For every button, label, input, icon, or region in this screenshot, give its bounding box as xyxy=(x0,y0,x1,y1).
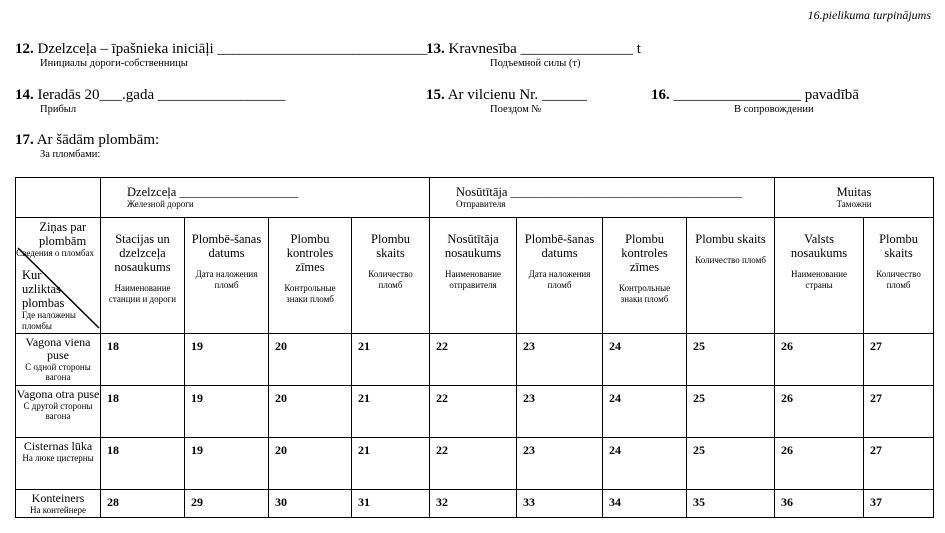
row-header-sub: С другой стороны вагона xyxy=(23,401,93,421)
table-cell[interactable] xyxy=(864,386,934,438)
cell-number: 22 xyxy=(436,391,449,405)
col-header-8 xyxy=(687,218,775,334)
table-cell[interactable] xyxy=(775,490,864,518)
table-cell[interactable] xyxy=(185,334,269,386)
col-header-10 xyxy=(864,218,934,334)
table-cell[interactable] xyxy=(687,490,775,518)
group-customs-sub: Таможни xyxy=(836,199,872,209)
cell-number: 19 xyxy=(191,391,203,405)
corner-top-sub: Сведения о пломбах xyxy=(16,248,94,258)
col-header-10-sub: Количество пломб xyxy=(876,269,921,290)
table-cell[interactable] xyxy=(269,490,352,518)
cell-number: 19 xyxy=(191,339,203,353)
table-cell[interactable] xyxy=(269,386,352,438)
field-13-sub: Подъемной силы (т) xyxy=(490,58,581,69)
row-header xyxy=(16,490,101,518)
table-cell[interactable] xyxy=(864,438,934,490)
corner-bottom-label: Kur uzliktas plombas xyxy=(22,268,65,310)
field-17-sub: За пломбами: xyxy=(40,149,101,160)
cell-number: 22 xyxy=(436,443,449,457)
seals-table xyxy=(15,177,934,518)
cell-number: 26 xyxy=(781,391,794,405)
group-railway-label: Dzelzceļa ___________________ xyxy=(127,185,299,199)
field-13 xyxy=(426,41,641,58)
row-header xyxy=(16,386,101,438)
group-sender xyxy=(430,178,775,218)
table-cell[interactable] xyxy=(101,438,185,490)
table-cell[interactable] xyxy=(775,386,864,438)
cell-number: 23 xyxy=(523,339,536,353)
cell-number: 27 xyxy=(870,443,883,457)
table-cell[interactable] xyxy=(517,334,603,386)
row-header-label: Cisternas lūka xyxy=(23,439,93,453)
col-header-3-sub: Контрольные знаки пломб xyxy=(284,283,336,304)
field-12 xyxy=(15,41,427,58)
cell-number: 21 xyxy=(358,443,370,457)
col-header-6 xyxy=(517,218,603,334)
field-12-sub: Инициалы дороги-собственницы xyxy=(40,58,188,69)
table-cell[interactable] xyxy=(864,490,934,518)
cell-number: 23 xyxy=(523,391,536,405)
field-12-number: 12. xyxy=(15,41,34,57)
field-17-label: Ar šādām plombām: xyxy=(36,132,160,148)
table-cell[interactable] xyxy=(517,386,603,438)
field-12-label: Dzelzceļa – īpašnieka iniciāļi ____________________________ xyxy=(37,41,428,57)
row-header-sub: На контейнере xyxy=(29,505,87,515)
field-14-label: Ieradās 20___.gada _________________ xyxy=(37,87,286,103)
col-header-5-sub: Наименование отправителя xyxy=(444,269,502,290)
cell-number: 28 xyxy=(107,495,119,509)
cell-number: 18 xyxy=(107,339,119,353)
row-header-sub: На люке цистерны xyxy=(22,453,94,463)
table-cell[interactable] xyxy=(687,334,775,386)
col-header-7-sub: Контрольные знаки пломб xyxy=(618,283,671,304)
table-cell[interactable] xyxy=(775,334,864,386)
row-header-label: Vagona viena puse xyxy=(25,335,91,362)
col-header-2 xyxy=(185,218,269,334)
table-row xyxy=(16,386,934,438)
table-cell[interactable] xyxy=(101,386,185,438)
table-cell[interactable] xyxy=(101,334,185,386)
cell-number: 20 xyxy=(275,391,287,405)
table-cell[interactable] xyxy=(352,490,430,518)
cell-number: 26 xyxy=(781,443,794,457)
table-cell[interactable] xyxy=(185,438,269,490)
cell-number: 20 xyxy=(275,443,287,457)
col-header-6-label: Plombē-šanas datums xyxy=(524,232,595,260)
col-header-1 xyxy=(101,218,185,334)
table-cell[interactable] xyxy=(603,334,687,386)
table-cell[interactable] xyxy=(603,438,687,490)
corner-blank xyxy=(16,178,101,218)
corner-cell xyxy=(16,218,101,334)
cell-number: 35 xyxy=(693,495,706,509)
corner-bottom-sub: Где наложены пломбы xyxy=(22,310,76,331)
row-header-label: Konteiners xyxy=(31,491,85,505)
table-cell[interactable] xyxy=(430,386,517,438)
group-sender-label: Nosūtītāja _____________________________________ xyxy=(456,185,742,199)
field-16-label: _________________ pavadībā xyxy=(673,87,859,103)
col-header-9-sub: Наименование страны xyxy=(790,269,848,290)
col-header-5 xyxy=(430,218,517,334)
col-header-4 xyxy=(352,218,430,334)
cell-number: 24 xyxy=(609,339,622,353)
corner-bottom xyxy=(22,268,96,332)
table-cell[interactable] xyxy=(430,490,517,518)
table-cell[interactable] xyxy=(352,334,430,386)
col-header-2-label: Plombē-šanas datums xyxy=(191,232,262,260)
table-cell[interactable] xyxy=(352,438,430,490)
field-16-sub: В сопровождении xyxy=(734,104,814,115)
table-row xyxy=(16,490,934,518)
field-15-label: Ar vilcienu Nr. ______ xyxy=(447,87,587,103)
cell-number: 26 xyxy=(781,339,794,353)
table-cell[interactable] xyxy=(352,386,430,438)
row-header xyxy=(16,334,101,386)
col-header-3-label: Plombu kontroles zīmes xyxy=(286,232,334,274)
col-header-4-sub: Количество пломб xyxy=(368,269,413,290)
field-14 xyxy=(15,87,285,104)
col-header-7 xyxy=(603,218,687,334)
col-header-10-label: Plombu skaits xyxy=(879,232,918,260)
col-header-3 xyxy=(269,218,352,334)
field-14-number: 14. xyxy=(15,87,34,103)
field-17-number: 17. xyxy=(15,132,34,148)
col-header-5-label: Nosūtītāja nosaukums xyxy=(444,232,502,260)
field-15-sub: Поездом № xyxy=(490,104,542,115)
table-cell[interactable] xyxy=(185,386,269,438)
table-cell[interactable] xyxy=(269,438,352,490)
col-header-8-label: Plombu skaits xyxy=(695,232,766,246)
page-header: 16.pielikuma turpinājums xyxy=(807,8,931,22)
cell-number: 20 xyxy=(275,339,287,353)
cell-number: 36 xyxy=(781,495,794,509)
cell-number: 18 xyxy=(107,391,119,405)
col-header-1-label: Stacijas un dzelzceļa nosaukums xyxy=(114,232,171,274)
cell-number: 29 xyxy=(191,495,203,509)
cell-number: 22 xyxy=(436,339,449,353)
field-13-number: 13. xyxy=(426,41,445,57)
cell-number: 21 xyxy=(358,339,370,353)
table-cell[interactable] xyxy=(269,334,352,386)
corner-top xyxy=(16,220,94,259)
cell-number: 32 xyxy=(436,495,449,509)
col-header-1-sub: Наименование станции и дороги xyxy=(108,283,177,304)
cell-number: 24 xyxy=(609,391,622,405)
field-16-number: 16. xyxy=(651,87,670,103)
cell-number: 31 xyxy=(358,495,370,509)
col-header-4-label: Plombu skaits xyxy=(371,232,410,260)
table-cell[interactable] xyxy=(430,438,517,490)
corner-top-label: Ziņas par plombām xyxy=(38,220,87,248)
table-cell[interactable] xyxy=(687,438,775,490)
col-header-7-label: Plombu kontroles zīmes xyxy=(621,232,668,274)
row-header-sub: С одной стороны вагона xyxy=(25,362,91,382)
group-railway-sub: Железной дороги xyxy=(127,199,194,209)
cell-number: 25 xyxy=(693,443,706,457)
table-cell[interactable] xyxy=(517,438,603,490)
field-17 xyxy=(15,132,159,149)
col-header-2-sub: Дата наложения пломб xyxy=(195,269,258,290)
row-header xyxy=(16,438,101,490)
field-15 xyxy=(426,87,587,104)
cell-number: 37 xyxy=(870,495,883,509)
cell-number: 24 xyxy=(609,443,622,457)
cell-number: 27 xyxy=(870,339,883,353)
table-row xyxy=(16,334,934,386)
table-cell[interactable] xyxy=(430,334,517,386)
field-16 xyxy=(651,87,859,104)
table-cell[interactable] xyxy=(603,490,687,518)
group-sender-sub: Отправителя xyxy=(456,199,506,209)
cell-number: 27 xyxy=(870,391,883,405)
col-header-9 xyxy=(775,218,864,334)
table-cell[interactable] xyxy=(517,490,603,518)
table-cell[interactable] xyxy=(775,438,864,490)
table-row xyxy=(16,438,934,490)
group-railway xyxy=(101,178,430,218)
cell-number: 33 xyxy=(523,495,536,509)
field-14-sub: Прибыл xyxy=(40,104,77,115)
table-cell[interactable] xyxy=(185,490,269,518)
group-customs-label: Muitas xyxy=(836,185,872,199)
cell-number: 18 xyxy=(107,443,119,457)
cell-number: 25 xyxy=(693,339,706,353)
table-cell[interactable] xyxy=(687,386,775,438)
row-header-label: Vagona otra puse xyxy=(16,387,100,401)
cell-number: 34 xyxy=(609,495,622,509)
cell-number: 19 xyxy=(191,443,203,457)
field-15-number: 15. xyxy=(426,87,445,103)
col-header-6-sub: Дата наложения пломб xyxy=(528,269,591,290)
cell-number: 23 xyxy=(523,443,536,457)
col-header-8-sub: Количество пломб xyxy=(695,255,766,265)
table-cell[interactable] xyxy=(101,490,185,518)
table-cell[interactable] xyxy=(864,334,934,386)
cell-number: 25 xyxy=(693,391,706,405)
group-customs xyxy=(775,178,934,218)
cell-number: 21 xyxy=(358,391,370,405)
table-cell[interactable] xyxy=(603,386,687,438)
field-13-label: Kravnesība _______________ t xyxy=(448,41,641,57)
cell-number: 30 xyxy=(275,495,287,509)
col-header-9-label: Valsts nosaukums xyxy=(790,232,848,260)
